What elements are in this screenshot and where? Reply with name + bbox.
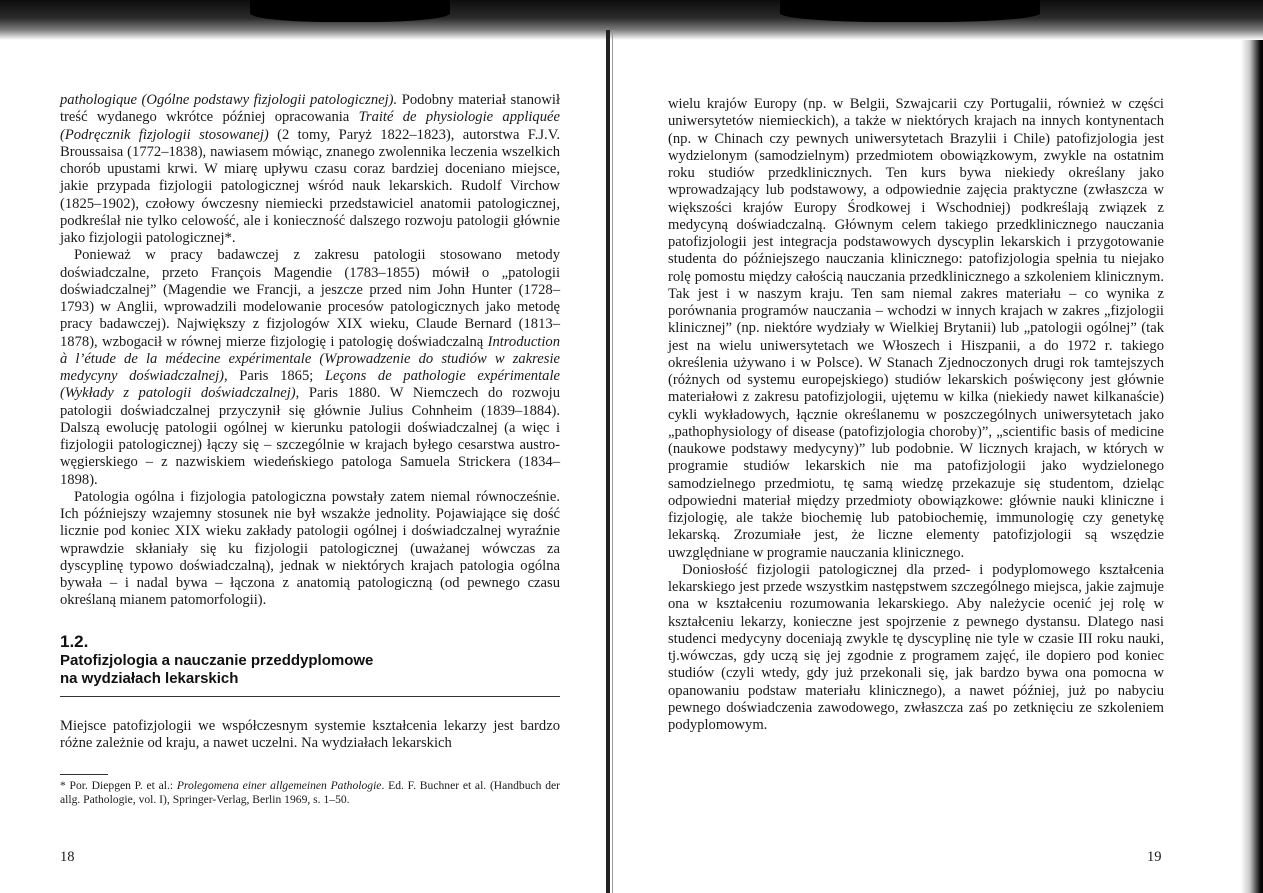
page-edge-shadow [1241,40,1263,893]
scan-top-shadow [0,0,1263,40]
book-spine [606,30,610,893]
text-run: Patologia ogólna i fizjologia patologiczna powstały zatem niemal równocześnie. Ich późniejszy wzajemny stosunek nie był wszakże jednolity. Pojawiające się dość licznie pod koniec XIX wieku zakłady patologii ogólnej i doświadczalnej wyraźnie wprawdzie skłaniały się ku fizjologii patologicznej (uważanej wówczas za dyscyplinę typowo doświadczalną), jednak w niektórych krajach patologia ogólna bywała – i nadal bywa – łączona z anatomią patologiczną (od pewnego czasu określaną mianem patomorfologii). [60,488,560,609]
section-number: 1.2. [60,631,89,651]
right-page [668,96,1164,734]
body-paragraph: wielu krajów Europy (np. w Belgii, Szwajcarii czy Portugalii, również w części uniwersytetów niemieckich), a także w niektórych krajach na innych kontynentach (np. w Chinach czy pewnych uniwersytetach Brazylii i Chile) patofizjologia jest wydzielonym (samodzielnym) przedmiotem obowiązkowym, zwykle na ostatnim roku studiów przedklinicznych. Ten kurs bywa niekiedy określany jako wprowadzający lub podstawowy, a odpowiednie zajęcia praktyczne (zwłaszcza w większości krajów Europy Środkowej i Wschodniej) podkreślają związek z medycyną doświadczalną. Głównym celem takiego przedklinicznego nauczania patofizjologii jest integracja podstawowych dyscyplin lekarskich i przygotowanie studenta do późniejszego nauczania klinicznego: patofizjologia spełnia tu niejako rolę pomostu między całością nauczania przedklinicznego a szkoleniem klinicznym. Tak jest i w naszym kraju. Ten sam niemal zakres materiału – co wynika z porównania programów nauczania – wchodzi w innych krajach w zakres „fizjologii klinicznej” (np. niektóre wydziały w Wielkiej Brytanii) lub „patologii ogólnej” (tak jest na wielu uniwersytetach we Włoszech i Hiszpanii, a do 1972 r. takiego określenia używano i w Polsce). W Stanach Zjednoczonych drugi rok tamtejszych (różnych od systemu europejskiego) studiów lekarskich poświęcony jest głównie materiałowi z zakresu patofizjologii, ujętemu w kilka (niekiedy nawet kilkanaście) cykli wykładowych, łącznie określanemu w poszczególnych uniwersytetach jako „pathophysiology of disease (patofizjologia choroby)”, „scientific basis of medicine (naukowe podstawy medycyny)” lub podobnie. W licznych krajach, w których w programie studiów lekarskich nie ma patofizjologii jako wydzielonego samodzielnego przedmiotu, tę samą wiedzę przekazuje się studentom, dzieląc odpowiedni materiał między przedmioty obowiązkowe: głównie nauki kliniczne i fizjologię, ale także biochemię lub patobiochemię, immunologię czy genetykę lekarską. Zrozumiałe jest, że liczne elementy patofizjologii są wszędzie uwzględniane w programie nauczania klinicznego. [668,96,1164,561]
body-paragraph: Doniosłość fizjologii patologicznej dla przed- i podyplomowego kształcenia lekarskiego jest przede wszystkim następstwem szczególnego miejsca, jakie zajmuje ona w kształceniu rozumowania lekarskiego. Aby należycie ocenić jej rolę w kształceniu lekarzy, konieczne jest spojrzenie z pewnego dystansu. Dlatego nasi studenci medycyny doceniają zwykle tę dyscyplinę nie tyle w czasie III roku nauki, tj.wówczas, gdy uczą się jej zgodnie z programem zajęć, ile dopiero pod koniec studiów (czyli wtedy, gdy już przekonali się, jak bardzo bywa ona pomocna w opanowaniu podstaw materiału klinicznego), a nawet później, już po nabyciu pewnego doświadczenia zawodowego, zwłaszcza zaś po zetknięciu ze szkoleniem podyplomowym. [668,561,1164,733]
page-number: 18 [60,849,75,865]
section-heading [60,632,560,688]
footnote-rule [60,774,108,775]
text-run: * Por. Diepgen P. et al.: [60,779,177,792]
scan-shadow-blot [780,0,1040,22]
text-run: , Paris 1865; [224,368,325,384]
section-title-line: na wydziałach lekarskich [60,669,239,687]
footnote [60,779,560,807]
italic-title-text: Traité de physiologie appliquée (Podręcznik fizjologii stosowanej) [60,109,560,143]
section-title-line: Patofizjologia a nauczanie przeddyplomowe [60,651,374,669]
body-paragraph [60,489,560,610]
section-rule [60,696,560,697]
italic-title-text: Prolegomena einer allgemeinen Pathologie [176,779,382,792]
text-run: Ponieważ w pracy badawczej z zakresu patologii stosowano metody doświadczalne, przeto François Magendie (1783–1855) mówił o „patologii doświadczalnej” (Magendie we Francji, a jeszcze przed nim John Hunter (1728–1793) w Anglii, wprowadzili modelowanie procesów patologicznych jako metodę pracy badawczej). Największy z fizjologów XIX wieku, Claude Bernard (1813–1878), wzbogacił w równej mierze fizjologię i patologię doświadczalną [60,247,560,350]
italic-title-text: pathologique (Ogólne podstawy fizjologii patologicznej). [60,92,398,108]
body-paragraph [60,92,560,247]
text-run: (2 tomy, Paryż 1822–1823), autorstwa F.J.V. Broussaisa (1772–1838), nawiasem mówiąc, znanego zwolennika leczenia wszelkich chorób upustami krwi. W miarę upływu czasu coraz bardziej doceniano miejsce, jakie przypada fizjologii patologicznej wśród nauk lekarskich. Rudolf Virchow (1825–1902), czołowy ówczesny niemiecki przedstawiciel anatomii patologicznej, podkreślał nie tylko celowość, ale i konieczność dalszego rozwoju patologii głównie jako fizjologii patologicznej*. [60,126,560,246]
book-spine-edge [612,30,613,893]
body-paragraph [60,247,560,489]
text-run: , Paris 1880. W Niemczech do rozwoju patologii doświadczalnej przyczynił się głównie Julius Cohnheim (1839–1884). Dalszą ewolucję patologii ogólnej w kierunku patologii doświadczalnej (a więc i fizjologii patologicznej) łączy się – szczególnie w krajach byłego cesarstwa austro-węgierskiego – z nazwiskiem wiedeńskiego patologa Samuela Strickera (1834–1898). [60,385,560,488]
italic-title-text: Introduction à l’étude de la médecine expérimentale (Wprowadzenie do studiów w zakresie medycyny doświadczalnej) [60,333,560,384]
italic-title-text: Leçons de pathologie expérimentale (Wykłady z patologii doświadczalnej) [60,368,560,402]
text-run: Podobny materiał stanowił treść wydanego wkrótce później opracowania [60,92,560,126]
page-number: 19 [1147,849,1162,865]
body-paragraph: Miejsce patofizjologii we współczesnym systemie kształcenia lekarzy jest bardzo różne zależnie od kraju, a nawet uczelni. Na wydziałach lekarskich [60,717,560,751]
text-run: . Ed. F. Buchner et al. (Handbuch der allg. Pathologie, vol. I), Springer-Verlag, Berlin 1969, s. 1–50. [60,779,560,806]
left-page [60,92,560,807]
scan-shadow-blot [250,0,450,22]
